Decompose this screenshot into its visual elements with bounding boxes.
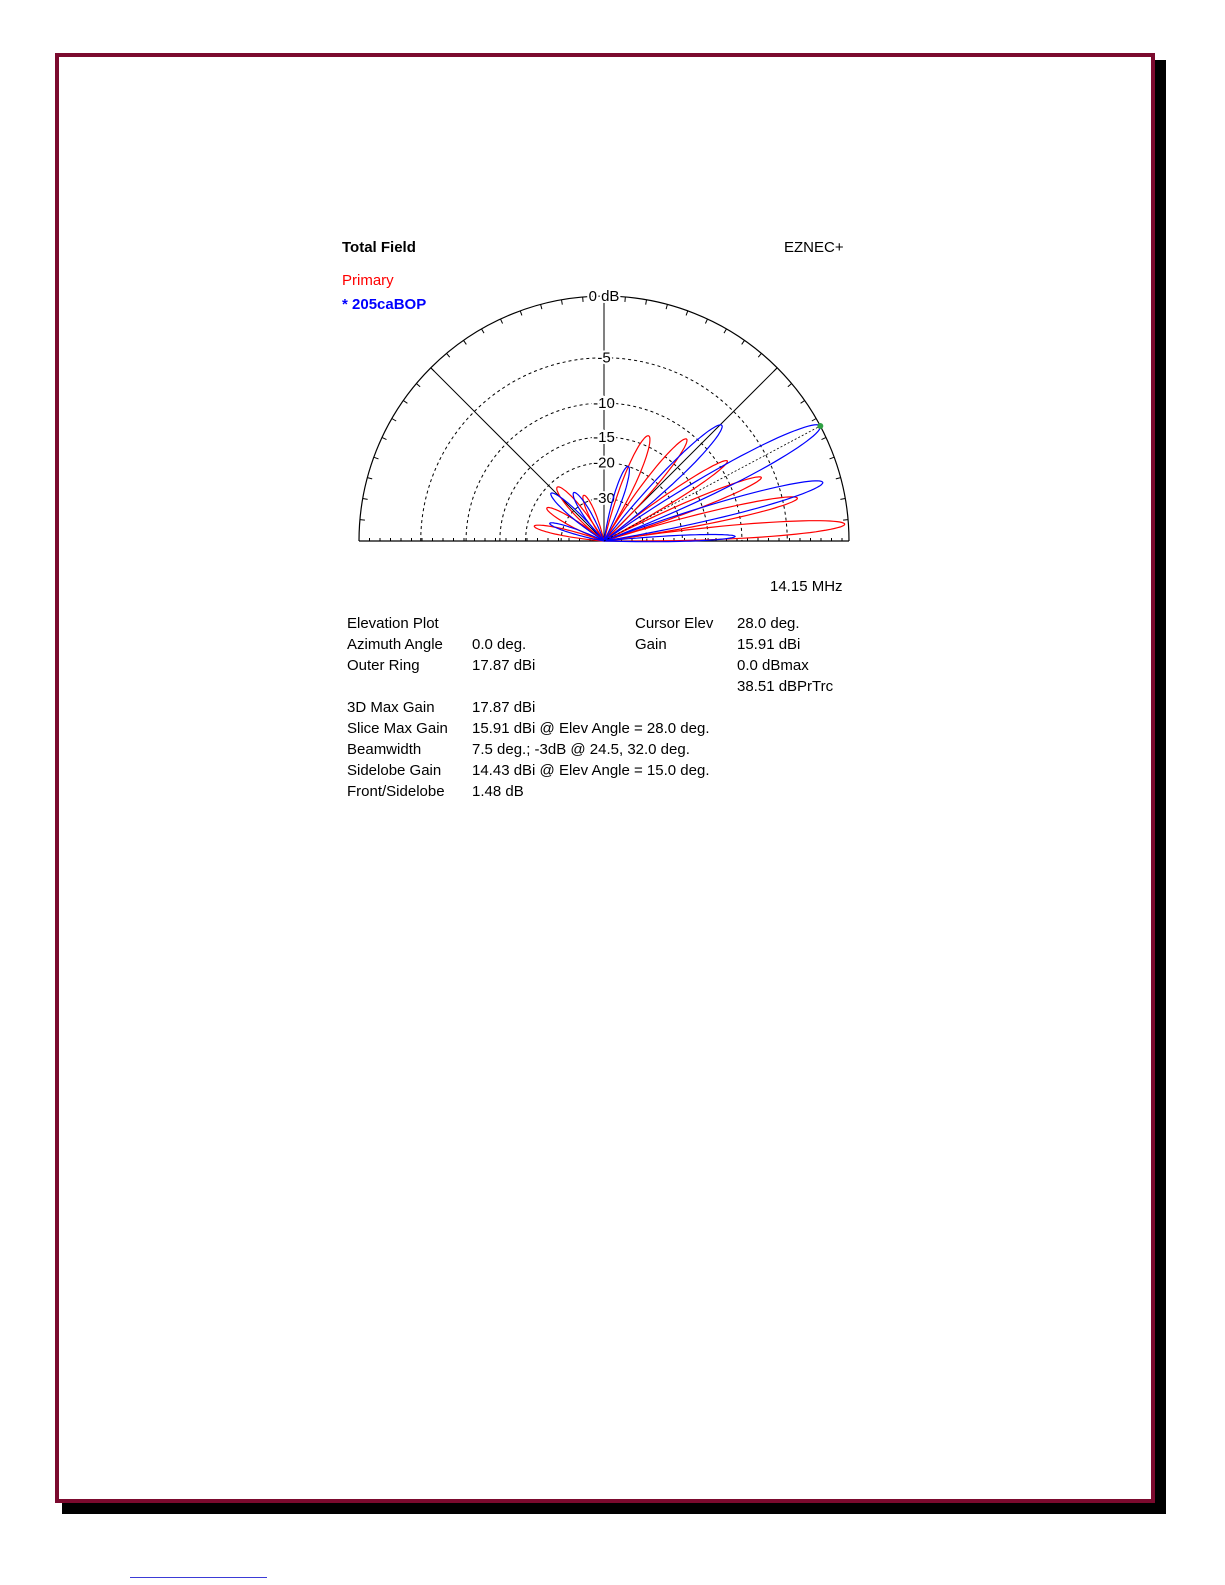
arc-tick: [382, 437, 387, 439]
arc-tick: [561, 300, 562, 305]
stat-sidelobe-label: Sidelobe Gain: [347, 762, 442, 779]
stat-sidelobe-value: 14.43 dBi @ Elev Angle = 15.0 deg.: [472, 762, 710, 779]
stat-slice-max-value: 15.91 dBi @ Elev Angle = 28.0 deg.: [472, 720, 710, 737]
arc-tick: [403, 400, 407, 403]
arc-tick: [788, 384, 792, 387]
info-gain-value: 15.91 dBi: [737, 636, 801, 653]
ring-label: -10: [593, 395, 615, 413]
arc-tick: [541, 304, 542, 309]
stat-beamwidth-value: 7.5 deg.; -3dB @ 24.5, 32.0 deg.: [472, 741, 690, 758]
info-azimuth-value: 0.0 deg.: [472, 636, 527, 653]
stat-front-side-label: Front/Sidelobe: [347, 783, 445, 800]
arc-tick: [463, 340, 466, 344]
info-outer-ring-value: 17.87 dBi: [472, 657, 536, 674]
arc-tick: [758, 353, 761, 357]
arc-tick: [416, 384, 420, 387]
arc-tick: [822, 437, 827, 439]
arc-tick: [646, 300, 647, 305]
arc-tick: [392, 419, 396, 422]
stat-beamwidth-label: Beamwidth: [347, 741, 422, 758]
arc-tick: [363, 498, 368, 499]
arc-tick: [482, 329, 485, 333]
arc-tick: [724, 329, 727, 333]
info-azimuth-label: Azimuth Angle: [347, 636, 443, 653]
footnote-separator: [130, 1577, 267, 1578]
arc-tick: [666, 304, 667, 309]
arc-tick: [500, 319, 502, 324]
cursor-marker: [817, 423, 823, 429]
stat-slice-max-label: Slice Max Gain: [347, 720, 448, 737]
arc-tick: [686, 311, 688, 316]
info-outer-ring-label: Outer Ring: [347, 657, 420, 674]
arc-tick: [830, 457, 835, 459]
arc-tick: [801, 400, 805, 403]
arc-tick: [374, 457, 379, 459]
info-elevation-plot: Elevation Plot: [347, 615, 439, 632]
arc-tick: [742, 340, 745, 344]
stat-front-side-value: 1.48 dB: [472, 783, 524, 800]
legend-primary: Primary: [342, 272, 394, 289]
arc-tick: [840, 498, 845, 499]
stat-3d-max-label: 3D Max Gain: [347, 699, 435, 716]
ring-label: -5: [597, 349, 611, 367]
arc-tick: [812, 419, 816, 422]
arc-tick: [367, 478, 372, 479]
program-name: EZNEC+: [784, 239, 844, 256]
ring-label: -30: [593, 490, 615, 508]
frequency-label: 14.15 MHz: [770, 578, 843, 595]
info-cursor-elev-label: Cursor Elev: [635, 615, 714, 632]
arc-tick: [520, 311, 522, 316]
info-gain-label: Gain: [635, 636, 667, 653]
ring-label: -15: [593, 428, 615, 446]
info-dbprtrc-value: 38.51 dBPrTrc: [737, 678, 834, 695]
arc-tick: [705, 319, 707, 324]
arc-tick: [836, 478, 841, 479]
info-cursor-elev-value: 28.0 deg.: [737, 615, 800, 632]
ring-label: 0 dB: [588, 288, 620, 305]
legend-compare: * 205caBOP: [342, 296, 427, 313]
elevation-polar-plot: [350, 280, 870, 550]
spoke-135: [431, 368, 604, 541]
plot-title: Total Field: [342, 239, 416, 256]
arc-tick: [447, 353, 450, 357]
stat-3d-max-value: 17.87 dBi: [472, 699, 536, 716]
ring-label: -20: [593, 454, 615, 472]
info-dbmax-value: 0.0 dBmax: [737, 657, 809, 674]
